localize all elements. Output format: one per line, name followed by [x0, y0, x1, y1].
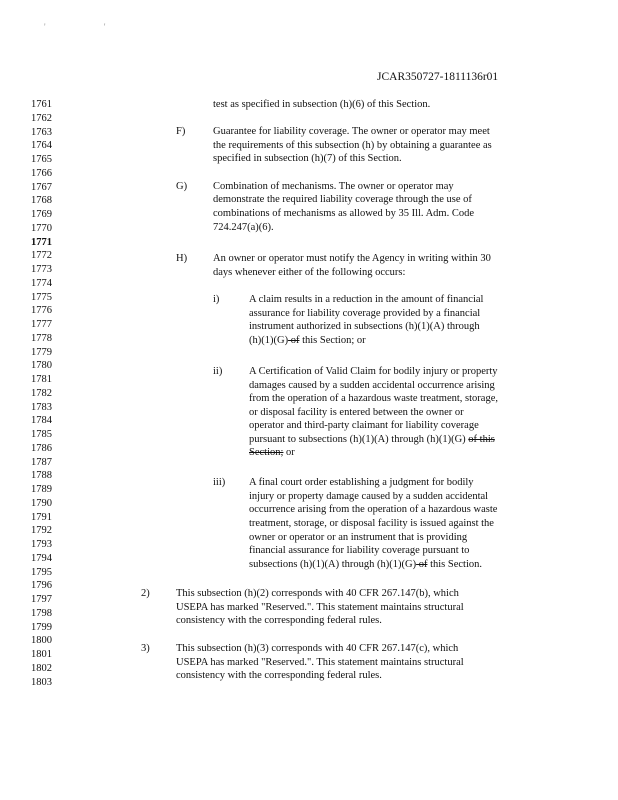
para-2-label: 2): [141, 588, 150, 599]
continuation-line: test as specified in subsection (h)(6) of this Section.: [213, 99, 431, 110]
subitem-ii-line: Section; or: [249, 447, 295, 458]
item-h-line: An owner or operator must notify the Agency in writing within 30: [213, 253, 491, 264]
subitem-iii-line: subsections (h)(1)(A) through (h)(1)(G) of this Section.: [249, 559, 482, 570]
line-number: 1788: [31, 470, 52, 482]
line-number: 1773: [31, 264, 52, 275]
line-number: 1787: [31, 456, 52, 468]
item-f-label: F): [176, 126, 186, 137]
document-id: JCAR350727-1811136r01: [377, 71, 499, 83]
line-number: 1792: [31, 525, 52, 537]
line-number: 1783: [31, 401, 52, 413]
line-number: 1763: [31, 126, 52, 138]
line-number: 1777: [31, 319, 52, 330]
para-3-line: consistency with the corresponding federal rules.: [176, 670, 382, 681]
line-number: 1784: [31, 415, 52, 427]
subitem-i-line: assurance for liability coverage provided by a financial: [249, 308, 481, 319]
subitem-ii-line: A Certification of Valid Claim for bodily injury or property: [249, 366, 498, 377]
item-g-line: 724.247(a)(6).: [213, 222, 274, 233]
subitem-ii-line: pursuant to subsections (h)(1)(A) through (h)(1)(G) of this: [249, 434, 495, 445]
line-number: 1795: [31, 566, 52, 578]
corner-marks: ' ': [44, 22, 134, 32]
subitem-iii-label: iii): [213, 477, 226, 488]
line-number: 1793: [31, 539, 52, 550]
item-g-line: Combination of mechanisms. The owner or operator may: [213, 181, 454, 192]
line-number: 1781: [31, 374, 52, 385]
line-number: 1774: [31, 277, 52, 289]
line-number: 1798: [31, 607, 52, 619]
line-number: 1767: [31, 181, 52, 193]
line-number: 1778: [31, 332, 52, 344]
subitem-ii-line: or disposal facility is entered between the owner or: [249, 407, 464, 418]
line-number: 1782: [31, 387, 52, 399]
line-number: 1791: [31, 511, 52, 523]
subitem-i-label: i): [213, 294, 220, 305]
subitem-iii-line: treatment, storage, or disposal facility is issued against the: [249, 518, 494, 529]
line-number: 1785: [31, 429, 52, 440]
line-number: 1765: [31, 154, 52, 165]
subitem-ii-label: ii): [213, 366, 223, 377]
line-number: 1771: [31, 236, 52, 248]
line-number: 1796: [31, 580, 52, 592]
subitem-iii-line: occurrence arising from the operation of a hazardous waste: [249, 504, 498, 515]
para-2-line: consistency with the corresponding federal rules.: [176, 615, 382, 626]
item-h-line: days whenever either of the following occurs:: [213, 267, 406, 278]
subitem-iii-line: financial assurance for liability coverage pursuant to: [249, 545, 470, 556]
subitem-ii-line: from the operation of a hazardous waste treatment, storage,: [249, 393, 498, 404]
subitem-iii-line: A final court order establishing a judgment for bodily: [249, 477, 474, 488]
line-number: 1768: [31, 195, 52, 207]
subitem-ii-line: operator and third-party claimant for liability coverage: [249, 420, 479, 431]
line-number: 1779: [31, 346, 52, 358]
item-g-line: combinations of mechanisms as allowed by 35 Ill. Adm. Code: [213, 208, 475, 219]
line-number: 1776: [31, 305, 52, 317]
line-number: 1797: [31, 594, 52, 605]
para-3-label: 3): [141, 643, 150, 654]
line-number: 1802: [31, 662, 52, 674]
line-number: 1770: [31, 222, 52, 234]
line-number: 1803: [31, 676, 52, 688]
subitem-iii-line: owner or operator or an instrument that is providing: [249, 532, 468, 543]
line-number: 1801: [31, 649, 52, 660]
line-number: 1772: [31, 250, 52, 262]
item-g-label: G): [176, 181, 188, 192]
subitem-i-line: (h)(1)(G) of this Section; or: [249, 335, 366, 346]
item-g-line: demonstrate the required liability coverage through the use of: [213, 194, 472, 205]
line-number: 1780: [31, 360, 52, 372]
line-number: 1790: [31, 497, 52, 509]
item-f-line: Guarantee for liability coverage. The owner or operator may meet: [213, 126, 490, 137]
subitem-ii-line: damages caused by a sudden accidental occurrence arising: [249, 380, 495, 391]
line-number: 1762: [31, 112, 52, 124]
line-number: 1764: [31, 140, 52, 152]
line-number: 1761: [31, 99, 52, 110]
para-2-line: This subsection (h)(2) corresponds with 40 CFR 267.147(b), which: [176, 588, 459, 599]
para-2-line: USEPA has marked "Reserved.". This statement maintains structural: [176, 602, 464, 613]
line-number: 1769: [31, 209, 52, 220]
line-number: 1775: [31, 291, 52, 303]
para-3-line: USEPA has marked "Reserved.". This statement maintains structural: [176, 657, 464, 668]
subitem-iii-line: injury or property damage caused by a sudden accidental: [249, 491, 489, 502]
line-number: 1786: [31, 442, 52, 454]
line-number: 1794: [31, 552, 52, 564]
line-number: 1799: [31, 621, 52, 633]
item-h-label: H): [176, 253, 188, 264]
line-number: 1800: [31, 635, 52, 647]
line-number: 1766: [31, 167, 52, 179]
subitem-i-line: A claim results in a reduction in the amount of financial: [249, 294, 484, 305]
item-f-line: specified in subsection (h)(7) of this Section.: [213, 153, 402, 164]
line-number: 1789: [31, 484, 52, 495]
subitem-i-line: instrument authorized in subsections (h)(1)(A) through: [249, 321, 480, 332]
para-3-line: This subsection (h)(3) corresponds with 40 CFR 267.147(c), which: [176, 643, 459, 654]
item-f-line: the requirements of this subsection (h) by obtaining a guarantee as: [213, 140, 492, 151]
